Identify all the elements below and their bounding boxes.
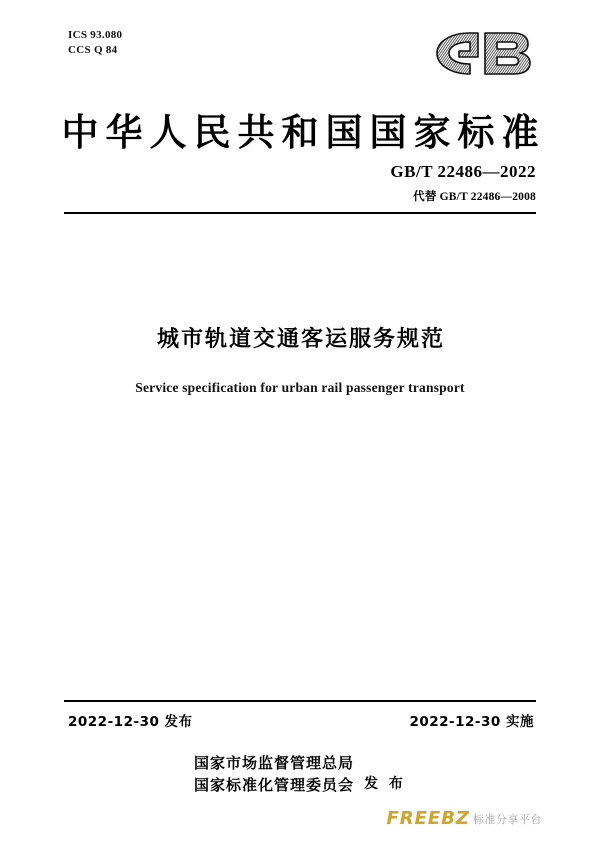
ics-code: ICS 93.080 [68, 29, 123, 41]
publisher-line-2: 国家标准化管理委员会 [194, 776, 355, 794]
publisher-block [0, 752, 600, 796]
publisher-line-1: 国家市场监督管理总局 [194, 754, 355, 772]
classification-codes [68, 28, 122, 58]
document-title-english: Service specification for urban rail passenger transport [135, 380, 465, 395]
standard-number-block [390, 162, 536, 204]
replaced-standard: 代替 GB/T 22486—2008 [413, 191, 536, 203]
publisher-action: 发 布 [364, 776, 406, 792]
divider-bottom [64, 700, 536, 702]
watermark [386, 808, 542, 829]
watermark-tagline: 标准分享平台 [473, 812, 542, 826]
standard-number: GB/T 22486—2022 [390, 162, 536, 181]
implementation-date: 2022-12-30 实施 [409, 714, 534, 730]
ccs-code: CCS Q 84 [68, 44, 118, 56]
document-title-chinese: 城市轨道交通客运服务规范 [156, 327, 445, 352]
gb-emblem-icon [420, 22, 538, 84]
page-title: 中华人民共和国国家标准 [61, 111, 546, 154]
issue-date: 2022-12-30 发布 [68, 714, 193, 730]
watermark-brand: FREEBZ [386, 808, 470, 829]
divider-top [64, 212, 536, 214]
